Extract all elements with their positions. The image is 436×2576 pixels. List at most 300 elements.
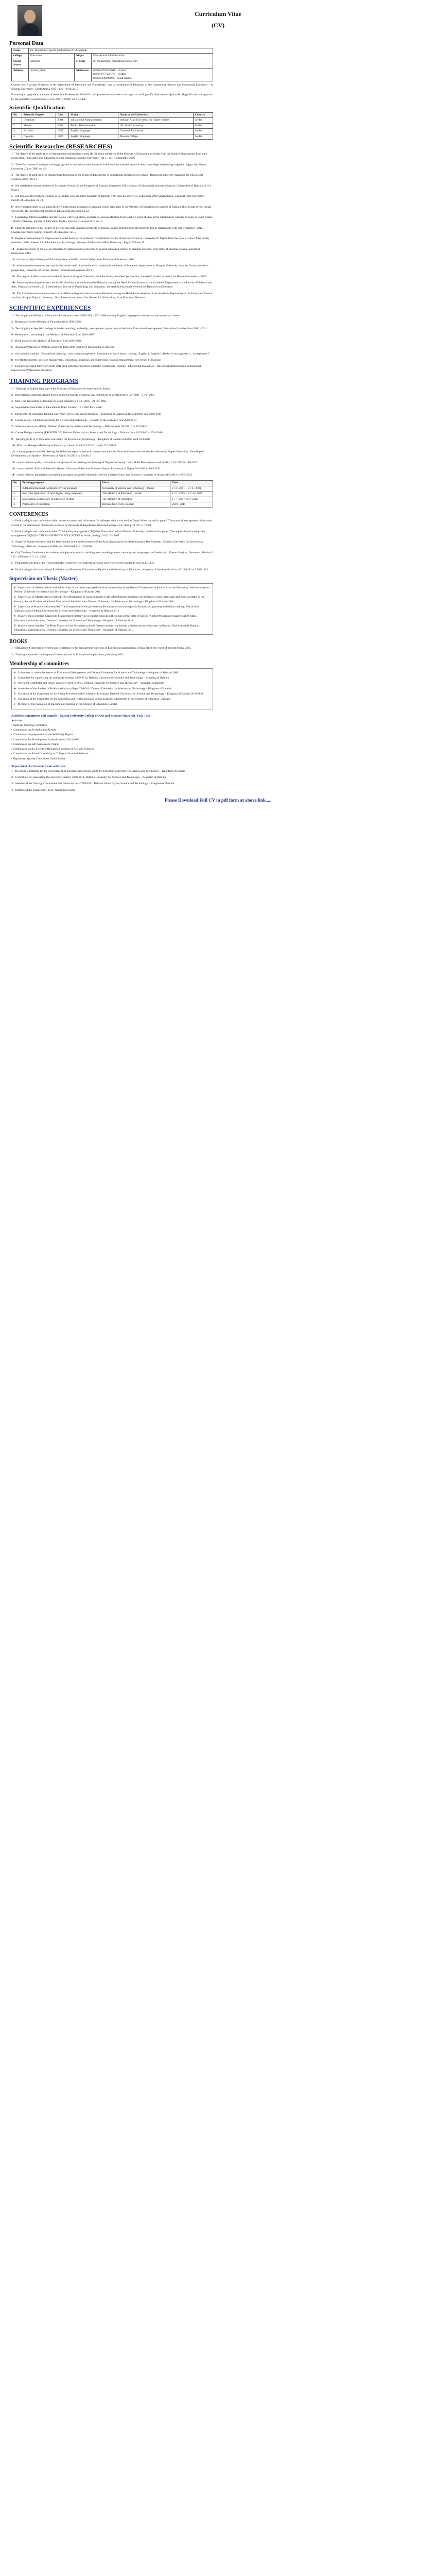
list-item [11, 425, 213, 429]
membership-box [11, 668, 213, 709]
promotion-text: Promoting to upgrade to the rank of Associate Professor on 20-4-2011 and procedures attached to the report according to Dr. Mohammed Qasim AL Magablih with the approval by the Scientific Council No 6 D 4/15-2/0017 DATE 4/27-5-1436 [11, 93, 213, 101]
list-item [14, 687, 211, 691]
cell: Intel , the application of teaching by using computers [21, 492, 100, 497]
item-number: 1- [14, 586, 16, 589]
item-number: 1- [11, 769, 14, 773]
list-item [11, 320, 213, 324]
cell: 4 [12, 134, 22, 139]
column-header: No [12, 481, 21, 486]
list-item [11, 292, 213, 300]
list-item [14, 692, 211, 696]
item-text: course entitled quality standards in the system of the teaching and learning of Najran University " univ Skills Development and Quality " 4\4\2012 to 18\4\2012 [16, 461, 198, 464]
item-text: Philosophy of education, Delmun University for Science and Technology – Kingdom of Bahrain in the academic year 2010-2011 [15, 412, 162, 416]
item-number: 5- [14, 692, 16, 696]
item-text: Supervision of Master's thesis entitled Activity of web sites messaged in information society in Al Ahamdi Governorate in Kuwait from the Education , Administrative in Delmun University for Science and Technology – Kingdom of Bahrain 2011 [14, 586, 210, 594]
item-number: 7- [11, 425, 14, 429]
table-row [12, 502, 213, 507]
cell: Supervision, Directorate of Education in Irbid [21, 497, 100, 502]
list-item: • Department Quality Committee, Saudi Arabia [11, 757, 213, 761]
list-item [11, 205, 213, 214]
column-header: Name of the University [118, 112, 194, 117]
list-item [11, 184, 213, 193]
column-header: Major [69, 112, 118, 117]
item-number: 4- [14, 687, 16, 690]
list-item [11, 345, 213, 349]
item-text: Supervisor of Master's thesis entitled: The Competency of the government Secondary school principals in Kuwait and planning at decision making, Educational Administration, Delmun University for Science and Technology – Kingdom of Bahrain 2011 [14, 605, 199, 613]
cell: English language [69, 134, 118, 139]
list-item [11, 358, 213, 362]
item-number: 1- [11, 314, 14, 318]
list-item: • Commission on Self Assessment, Najran [11, 742, 213, 747]
item-text: Management Information System and its relation to the management functions in Educational applications, Jordan, Irbid, the world of modern books, 2005 [15, 647, 191, 650]
list-item [11, 352, 213, 356]
cell: Bachelor [22, 129, 56, 134]
cell: The Ministry of Education , Jordan [100, 492, 170, 497]
column-header: Country [193, 112, 213, 117]
column-header: No [12, 112, 22, 117]
list-item [11, 399, 213, 403]
name-value: Dr. Mohammed Qasim Mohammed AL-Magablih [29, 48, 213, 54]
item-number: 1- [11, 387, 14, 391]
cell: Amman Arab University for Higher studies [118, 118, 194, 123]
item-text: Master's thesis entitled: Classroom Management Strategy in Secondary schools in the region of the State of Kuwait, Ahmed Mohammed Saad Nouri Al Azmi, Educational Administration, Delmun University for Science and Technology – Kingdom of Bahrain 2011 [14, 615, 197, 622]
books-list [7, 646, 429, 657]
list-item [14, 624, 211, 633]
item-number: 2- [11, 163, 14, 166]
item-text: Member of the Exams 2011-2012, Najran University [15, 788, 75, 792]
item-text: Administrative empowerment and its link to the level of administrative creativity in the heads of Academic departments in Shaqraa University from the faculty members' perspective, University of Jordan , Dirasat , Educational Sciences 2014 [11, 264, 208, 272]
list-item [11, 461, 213, 465]
list-item [11, 258, 213, 262]
item-number: 2- [11, 320, 14, 324]
list-item [11, 333, 213, 337]
cell: 4 [12, 502, 21, 507]
item-number: 3- [11, 400, 14, 403]
item-text: Teaching in the Ministry of Education for 16 years from 1985-1999, 1992 -2000 teaching English language for elementary and secondary classes. [15, 314, 181, 318]
table-row [12, 486, 213, 491]
table-header-row [12, 112, 213, 117]
item-text: The degree of effectiveness of academic heads in Shaqraa University from the faculty members' perspective, Journal of Jarash University for Humanities research 2015 [16, 275, 207, 278]
list-item [11, 775, 213, 779]
list-item [11, 264, 213, 273]
name-label: Name [12, 48, 29, 54]
training-title: TRAINING PROGRAMS [9, 377, 79, 384]
item-text: Course Design a website (FRONTPAGE) Delmun University for Science and Technology – Bahrain from 10\3\2010 to 25\4\2010 [15, 431, 163, 435]
list-item [11, 467, 213, 471]
cell: 1 [12, 118, 22, 123]
cv-title: Curriculum Vitae [195, 10, 241, 18]
item-number: 2- [11, 776, 14, 779]
list-item [11, 551, 213, 560]
item-number: 11- [11, 258, 15, 262]
cell: ICDL (International Computer Driving License) [21, 486, 100, 491]
cell: Educational Administration [69, 118, 118, 123]
item-number: 2- [11, 393, 14, 397]
item-text: Member of the Oversight Committee and follow-up tests 2009-2011, Delmun University for Science and Technology – Kingdom of Bahrain [15, 782, 175, 786]
cell: AL albait University [118, 123, 194, 128]
college-value: Education [29, 54, 75, 59]
list-item [11, 540, 213, 549]
item-text: Preparatory meeting of the Third Scientific Conference for students in Najran University for the academic year 1432-1433 [15, 562, 154, 565]
item-text: Supervision of Master's thesis entitled: The effectiveness of using computer in the administrative functions of elementary school principals and their assistants in the Kuwaiti, Amani Ebrahim Al Khaled, Educational Administration Delmun University for Science and Technology – Kingdom of Bahrain 2011 [14, 596, 204, 603]
list-item: • Strategic Planning Committee [11, 723, 213, 727]
cell: Jordan [193, 118, 213, 123]
email-value[interactable]: dr_mohammed_magablih@yahoo.com [92, 59, 213, 68]
item-number: 4- [14, 615, 16, 618]
item-text: Administrative empowerment and its Relationship with the Innovative Behavior among the Head & Coordinators of the Academic Department at the Faculty of Science and Arts, Shaqraa University , 2014 International Journal of Psychology and education , the Arab International Network for Research in Education [11, 281, 212, 289]
books-title: BOOKS [9, 639, 28, 645]
item-text: International computer driving license in the University of science and technology in Jordan from 2 \ 2 \ 2001 - 2 \ 6 \ 2001 [15, 393, 155, 397]
item-number: 3- [11, 782, 14, 786]
research-title: Scientific Researches (RESEARCHES) [9, 143, 112, 150]
list-item [11, 431, 213, 435]
cell: Yarmouk University [118, 129, 194, 134]
supervision-box [11, 583, 213, 635]
cell: University of science and technology - Jordan [100, 486, 170, 491]
item-text: The degree of application of management functions by the heads of departments in educational directorates in Jordan , Damascus university magazine for educational sciences, 2006 , No 13 [11, 174, 203, 181]
item-text: Trainings in English language in the Ministry of Education for sometimes in Jordan. [15, 387, 111, 391]
list-item [11, 418, 213, 422]
item-text: Lecture in Najran Faculty of Education. New scientific Journal Valley from Educational Sciences , 2012 [16, 258, 135, 262]
experience-title: SCIENTIFIC EXPERIENCES [9, 304, 91, 312]
item-number: 1- [11, 647, 14, 650]
cell: Delmun University, Bahrain [100, 502, 170, 507]
item-text: Headmaster , secondary in the Ministry of Education from 2004-2005 [15, 333, 95, 336]
list-item [14, 671, 211, 675]
item-text: Degree of Administrative empowerment in the heads of the academic Departments Faculty of Arts and Sciences. University Of Najran from the point of view of the faculty members , 2012, Research in Education and Psychology , Faculty of Education, Minia University , Egypt, Volume 25 [11, 237, 210, 245]
item-text: Chairman of the Committee on the Admission and Registration and course academic advisement in the College of Education , Bahrain [18, 698, 170, 701]
item-number: 7- [14, 703, 16, 706]
item-number: 5- [14, 624, 16, 628]
list-item: • Commission on Accreditation Results [11, 728, 213, 732]
item-text: Participating in the conference called "Total quality management (TQM) in Education" held in Delmun University, Jordan with a paper "The application of total quality management (TQM) IN THE MINISTRY OF EDUCATION in Jordan, during 19 -20 / 5 / 2007 [11, 530, 205, 538]
list-item [11, 327, 213, 331]
social-status-label: Social Status [12, 59, 29, 68]
item-text: the bachelor students : Educational planning , class room management , foundation of curriculum , training , English 1, English 2 ,Basics of management 1 , management 2 [15, 352, 210, 355]
list-item [11, 152, 213, 161]
cell: 3 [12, 129, 22, 134]
activities-title: Activities, committees and councils - Najran University College of Arts and Sciences Sharurah -1432-1433 [11, 714, 150, 718]
item-number: 1- [11, 152, 14, 156]
item-number: 3- [11, 327, 14, 330]
list-item [14, 586, 211, 595]
item-number: 14- [11, 281, 15, 285]
item-text: Master's thesis entitled: The Head Masters of the Secondary schools Patterns and its relationship with the morale of teachers in Kuwait, Naif Ahmad Al Shemari, Educational Administration, Delmun University for Science and Technology – Kingdom of Bahrain, 2011 [14, 624, 200, 632]
supervision-title: Supervision on Thesis (Master) [9, 575, 78, 582]
cell: Diploma [22, 134, 56, 139]
experience-list [7, 314, 429, 373]
table-row [12, 123, 213, 128]
cv-page [0, 0, 436, 813]
list-item [11, 275, 213, 279]
cell: Jordan [193, 134, 213, 139]
cell: 2 [12, 492, 21, 497]
mobile-number: 00962-0777225774 – Jordan [93, 73, 126, 76]
list-item [11, 236, 213, 245]
item-number: b- [11, 358, 14, 362]
item-number: 6- [11, 418, 14, 422]
item-text: Participating in the conference called: advanced nation and information's challenges which was held in Zarqa University with a paper "The status of management information system in the educational directorate in Jordan by the heads of departments from their perspective" during 10 -20 / 5 / 2004 [11, 519, 213, 527]
item-text: for Master students: decision management, Educational planning, and supervision, training management, new trends in Training [15, 358, 161, 362]
personal-data-table [11, 48, 213, 81]
list-item [11, 281, 213, 290]
item-text: course entitled: preparation and training packages designed Community Service College of Arts and Sciences University of Najran 21\4\2012 to 20\5\2012 [16, 473, 193, 477]
item-text: Member of the evaluation of teaching and learning in the College of Education, Bahrain [18, 703, 118, 706]
item-number: 10- [11, 444, 15, 447]
item-number: 5- [11, 412, 14, 416]
item-number: 6- [11, 205, 14, 209]
item-number: 2- [14, 676, 16, 680]
item-number: 6- [14, 698, 16, 701]
item-text: Committee to create the master of Educational Management and Delmun University for Science and Technology – Kingdom of Bahrain 2008 [18, 671, 179, 674]
list-item [11, 247, 213, 256]
item-number: 6- [11, 568, 14, 571]
item-number: 13- [11, 467, 15, 470]
item-text: Head master in the Ministry of Education from 2005-2006 [15, 340, 82, 343]
list-item [11, 782, 213, 786]
item-number: 11- [11, 450, 15, 454]
column-header: Place [100, 481, 170, 486]
item-number: 1- [14, 671, 16, 674]
item-number: 3- [14, 682, 16, 685]
extra-activities-title: Supervision of extra-curricular activities: [11, 765, 66, 768]
item-text: Committee for supervising the university student, 2009-2011, Delmun University for Science and Technology – Kingdom of Bahrain [15, 776, 166, 779]
item-text: Students' attitudes in the Faculty of Science and Arts Shaqraa University of Najran towards learning English problems and its relationship with some variables , 2012 . Shaqraa University Journal , Faculty of Education, vol. 5 [11, 226, 204, 234]
membership-list [14, 671, 211, 707]
item-text: Chairman of the Committee on Licensing Revisions in the College of Education, Delmun University for Science and Technology – Kingdom of Bahrain 2010-2011 [18, 692, 203, 696]
list-item [11, 163, 213, 172]
cell: Jordan [193, 129, 213, 134]
extra-activities-list [7, 769, 429, 792]
item-number: 3- [11, 174, 14, 177]
cell: 2000 [56, 123, 69, 128]
cell: 1 \ 7 \ 2007 for 1 week [170, 497, 213, 502]
item-text: Evaluative Study of the use of computers by administrative processes in general education schools in Shaqraa province. University of Shaqraa, Najran, Journal of Humanities 2013 [11, 247, 200, 255]
item-text: Lecturer in Najran University from 2011 until 2012 teaching these subjects: Curriculum , training , Educational Evaluation , The school administration, Educational Supervision, Professional Guidance [11, 365, 201, 372]
major-value: Educational Administration [92, 54, 213, 59]
item-text: Job satisfaction among teachers in Secondary Schools in the Kingdom of Bahrain, September 2013 Journal of Educational and psychological, Universities of Bahrain Vol 14 Issue 3 [11, 184, 211, 192]
item-text: Teaching in the Specialist college in Jordan teaching Leadership, management, organizational behavior, Educational management, Educational policies from 2000 - 2011. [15, 327, 208, 330]
download-footer[interactable]: Please Download Full CV in pdf form at above link..... [164, 797, 272, 803]
current-job-text: Current Job: Assistant Professor in the department of Education and Knowledge , and a coordinator of Deanship of the Community Service and Continuing Education – in Shaqraa University , Saudi Arabia 1435-1436 – 2014-2015 [11, 83, 213, 91]
item-number: 2- [14, 596, 16, 599]
item-number: 3- [14, 605, 16, 608]
item-text: Gulf Teachers Conference for students in higher education in the Kingdom knowledge about creativity and the prospects of leadership , Eastern Region , Dammam - Khobar 9 \ 12 \ 2008 until 11 \ 12 \ 2008 [11, 551, 213, 559]
item-text: The effectiveness of teachers training programs in educational directorates in Irbid from the trainee's point of view: knowledge and reading magazine. Egypt. Ain Shams University ,Cairo, 2005 no. 45 [11, 163, 206, 171]
list-item [11, 437, 213, 442]
item-number: 2- [11, 653, 14, 656]
column-header: Scientific Degree [22, 112, 56, 117]
cell: 2 [12, 123, 22, 128]
cell: 1 [12, 486, 21, 491]
major-label: Major [75, 54, 92, 59]
list-item [11, 412, 213, 416]
item-text: Job Stress of the teachers working in Secondary schools in the Kingdom of Bahrain from their point of view, September 2009 Saudi Arabia , Umm Al Qura University, Faculty of Education, no 13. [11, 195, 205, 202]
item-text: Intel , the application of teaching by using computers, 1 \ 6 \ 2005 - 21 \ 6 \ 2005 [15, 400, 107, 403]
mobile-number: 00962-0795223048 – Jordan [93, 69, 126, 72]
item-text: Headmaster in the Ministry of Education from 1999-2000 [15, 320, 81, 324]
research-list [7, 152, 429, 300]
item-text: Participating in the International Exhibition and Forum for Education in Riyadh and the Ministry of Education , Kingdom of Saudi Arabia from 21\10\1433 to 25\10\1433 [15, 568, 208, 571]
item-number: 4- [11, 788, 14, 792]
list-item [11, 769, 213, 773]
item-text: chapter of higher education and the labor market in the Arab countries of the Arab Organization for Administrative Development . Delmun University for Science and Technology - Bahrain - Kingdom of Bahrain 19\10\2008 to 21\10\2008 [11, 540, 203, 548]
item-number: 1- [11, 519, 14, 523]
item-text: A member of the Review of Public quality in college 2009-2011 Delmun University for Science and Technology – Kingdom of Bahrain [18, 687, 172, 690]
conferences-title: CONFERENCES [9, 512, 48, 518]
cell: 2 \ 2 \ 2001 -- 2 \ 6 \ 2001 [170, 486, 213, 491]
cell: 1995 [56, 129, 69, 134]
list-item [11, 473, 213, 477]
list-item: • Commission on the Scientific Research at College of Arts and Sciences [11, 747, 213, 751]
cell: Jordan [193, 123, 213, 128]
item-number: 4- [11, 184, 14, 188]
list-item [11, 788, 213, 792]
item-number: 6- [11, 346, 14, 349]
social-status-value: Married [29, 59, 75, 68]
list-item [14, 605, 211, 614]
email-label: E-Mail [75, 59, 92, 68]
mobile-values [92, 68, 213, 81]
item-text: The Administrative empowerment and its Relationship with the Innovative Behavior among the Head & Coordinators of the Academic Department at the Faculty of Science and Arts, Shaqraa Najran University , 2014 International Journal for Research in Education , Arab Education Network [11, 292, 213, 299]
cv-header [7, 3, 429, 37]
item-text: Leadership Patterns available and its relation with field, stress, experience, and qualification from teacher's point of view at the intermediate, Shaqraa Schools in Saudi Arabia . Jarash University, Faculty of Education, Jordan, University Journal 2015 vol. 8 [11, 216, 213, 224]
conferences-list [7, 519, 429, 572]
item-text: Assistant Professor in Delmun University from 2006 until 2011 teaching these subjects: [15, 346, 115, 349]
item-number: 9- [11, 237, 14, 241]
item-text: Course design , Delmun University for Science and Technology – Bahrain in the academic year 2009-2010 [15, 418, 136, 422]
table-row [12, 134, 213, 139]
list-item [11, 530, 213, 538]
list-item [14, 702, 211, 706]
cell: 2010 - 2011 [170, 502, 213, 507]
cell: Public Administration [69, 123, 118, 128]
list-item [11, 194, 213, 203]
supervision-list [14, 586, 211, 633]
item-text: The degree of the application of management information system (MIS) in the ministries of the Ministry of Education in Jordan from the heads of departments from their perspective. Philosophy and Education science magazine. Bahrain University ,Vol 1 , vol. 7, September 2006. [11, 152, 207, 160]
address-label: Address [12, 68, 29, 81]
item-text: Teaching skills (1,2,3) Delmun University for Science and Technology – Kingdom of Bahrain 6\4\2010 until 22\4\2010 [15, 437, 151, 441]
cell: Doctorate [22, 118, 56, 123]
list-item: • Commission on preparation of the Self-Study Report [11, 733, 213, 737]
item-number: 2- [11, 530, 14, 533]
list-item [14, 676, 211, 680]
list-item [11, 393, 213, 397]
list-item [11, 519, 213, 528]
college-label: college [12, 54, 29, 59]
item-number: 13- [11, 275, 15, 278]
training-list [7, 387, 429, 478]
item-text: An Evaluation study of an administrative professional program for assistant school principals in the Ministry of Education in Kingdom of Bahrain: their perspectives, Jordan University, The International Journal of Educational Research no 32. [11, 205, 212, 213]
table-row [12, 492, 213, 497]
cell: 1987 [56, 134, 69, 139]
profile-photo [18, 5, 42, 36]
list-item [11, 450, 213, 459]
membership-title: Membership of committees [9, 660, 69, 667]
item-text: Effective Manager Multi Najran University – Saudi Arabia 12\12\2011 until 17\12\2011 [16, 444, 116, 447]
list-item [11, 339, 213, 343]
item-number: 12- [11, 264, 15, 268]
item-number: 4- [11, 551, 14, 554]
item-number: 9- [11, 437, 14, 441]
item-text: Training and modern techniques of leadership and its Educational applications, publishing 2011 [15, 653, 124, 656]
item-number: 7- [11, 216, 14, 219]
list-item [14, 595, 211, 604]
item-number: 7- [11, 365, 14, 368]
list-item [11, 444, 213, 448]
item-number: a- [11, 352, 14, 355]
item-text: Supervision Directorate of Education in Irbid, Jordan 1 \ 7 \ 2007 for a week. [15, 406, 103, 410]
item-text: Oversight Committee and follow up tests 1-2011 to 2010, Delmun University for Science and Technology – Kingdom of Bahrain [18, 682, 164, 685]
activities-list [7, 723, 429, 761]
item-text: course entitled: Ethics of Scientific Research Faculty of Arts and Sciences Shaqraa University of Najran 9\4\2012 to 10\4\2012 [16, 467, 161, 470]
item-number: 4- [11, 406, 14, 410]
mobile-label: Mobile no [75, 68, 92, 81]
cell: 3 [12, 497, 21, 502]
training-programs-table [11, 480, 213, 507]
cell: 2004 [56, 118, 69, 123]
item-number: 5- [11, 562, 14, 565]
cell: Howara college [118, 134, 194, 139]
list-item [11, 405, 213, 410]
list-item [11, 646, 213, 650]
activities-intro: Activities: [11, 719, 23, 722]
item-number: 10- [11, 247, 15, 251]
list-item: • Commission for Development Analysis in total 2012-2013 [11, 738, 213, 742]
list-item [11, 364, 213, 373]
list-item [11, 215, 213, 224]
list-item [14, 614, 211, 623]
cv-subtitle: (CV) [211, 22, 225, 29]
item-number: 12- [11, 461, 15, 464]
column-header: Date [56, 112, 69, 117]
list-item [14, 681, 211, 685]
personal-data-title: Personal Data [9, 40, 44, 46]
table-row [12, 129, 213, 134]
list-item [11, 568, 213, 572]
table-row [12, 497, 213, 502]
mobile-number: 009665630088066 - Saudi Arabia [93, 76, 132, 80]
list-item: • Commission on Scientific Activity at College of Arts and Sciences [11, 752, 213, 756]
cell: English language [69, 129, 118, 134]
item-text: Statistical Analysis (SPSS) , Delmun University for Science and Technology – Bahrain from 16\2\2010 to 25\3\2010 [15, 425, 148, 429]
item-number: 15- [11, 292, 15, 295]
table-row [12, 118, 213, 123]
column-header: Training program [21, 481, 100, 486]
item-number: 5- [11, 195, 14, 198]
item-number: 5- [11, 340, 14, 343]
cell: The Ministry of Education [100, 497, 170, 502]
cell: Master [22, 123, 56, 128]
list-item [11, 314, 213, 318]
list-item [11, 653, 213, 657]
item-text: training program entitled "Setting the Self-study report" Quality In cooperation with the National Commission for the Accreditation , Higher Education , Deanship of Development and Quality - University of Najran 3\4\2012 to 5\4\2012 [11, 450, 204, 458]
list-item [14, 697, 211, 701]
table-header-row [12, 481, 213, 486]
qualification-table [11, 112, 213, 140]
item-number: 8- [11, 226, 14, 230]
item-number: 14- [11, 473, 15, 477]
cell: 1 \ 6 \ 2005 -- 21 \ 6 \ 2005 [170, 492, 213, 497]
list-item [11, 561, 213, 565]
item-text: Committee for supervising the university students 2009-2010, Delmun University for Science and Technology – Kingdom of Bahrain [18, 676, 169, 680]
qualification-title: Scientific Qualification [9, 104, 65, 111]
item-text: Reviewer Committee for the development of programs and courses 2008-2010 Delmun University for Science and Technology – Kingdom of Bahrain [15, 769, 186, 773]
column-header: Time [170, 481, 213, 486]
list-item [11, 387, 213, 391]
item-number: 4- [11, 333, 14, 336]
item-number: 8- [11, 431, 14, 435]
